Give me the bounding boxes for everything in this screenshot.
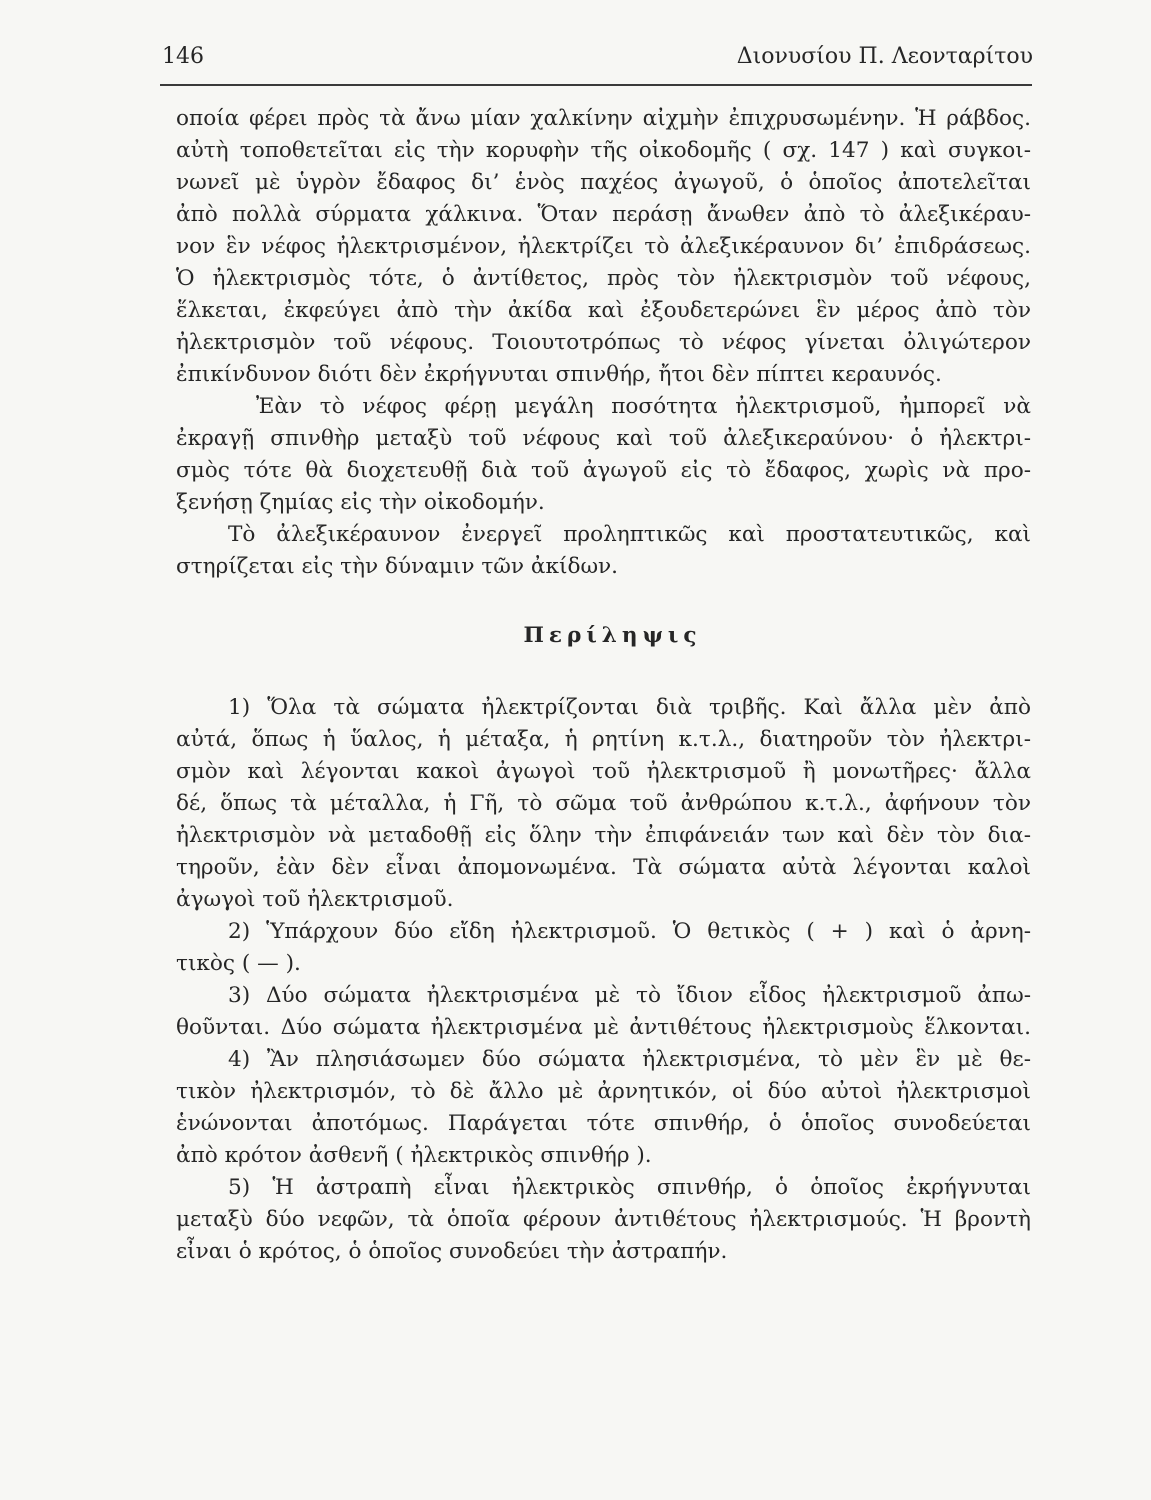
text-line: ἕλκεται, ἐκφεύγει ἀπὸ τὴν ἀκίδα καὶ ἐξουδετερώνει ἓν μέρος ἀπὸ τὸν (176, 298, 1031, 323)
text-line: νωνεῖ μὲ ὑγρὸν ἔδαφος δι’ ἑνὸς παχέος ἀγωγοῦ, ὁ ὁποῖος ἀποτελεῖται (176, 170, 1031, 195)
text-line: Ἐὰν τὸ νέφος φέρῃ μεγάλη ποσότητα ἠλεκτρισμοῦ, ἠμπορεῖ νὰ (256, 394, 1031, 419)
text-line: εἶναι ὁ κρότος, ὁ ὁποῖος συνοδεύει τὴν ἀστραπήν. (176, 1239, 728, 1264)
text-line: σμὸς τότε θὰ διοχετευθῇ διὰ τοῦ ἀγωγοῦ εἰς τὸ ἔδαφος, χωρὶς νὰ προ- (176, 458, 1031, 483)
section-heading: Περίληψις (523, 623, 702, 648)
text-line: οποία φέρει πρὸς τὰ ἄνω μίαν χαλκίνην αἰχμὴν ἐπιχρυσωμένην. Ἡ ράβδος. (176, 106, 1031, 131)
page-number: 146 (162, 44, 204, 69)
body-text (176, 103, 1031, 1268)
paragraph-block-summary (176, 692, 1031, 1268)
text-line: τηροῦν, ἐὰν δὲν εἶναι ἀπομονωμένα. Τὰ σώματα αὐτὰ λέγονται καλοὶ (176, 855, 1031, 880)
text-line: 4) Ἂν πλησιάσωμεν δύο σώματα ἠλεκτρισμένα, τὸ μὲν ἓν μὲ θε- (228, 1047, 1031, 1072)
text-line: 3) Δύο σώματα ἠλεκτρισμένα μὲ τὸ ἴδιον εἶδος ἠλεκτρισμοῦ ἀπω- (228, 983, 1031, 1008)
text-line: μεταξὺ δύο νεφῶν, τὰ ὁποῖα φέρουν ἀντιθέτους ἠλεκτρισμούς. Ἡ βροντὴ (176, 1207, 1031, 1232)
text-line: νον ἓν νέφος ἠλεκτρισμένον, ἠλεκτρίζει τὸ ἀλεξικέραυνον δι’ ἐπιδράσεως. (176, 234, 1031, 259)
text-line: αὐτά, ὅπως ἡ ὕαλος, ἡ μέταξα, ἡ ρητίνη κ.τ.λ., διατηροῦν τὸν ἠλεκτρι- (176, 727, 1031, 752)
text-line: 2) Ὑπάρχουν δύο εἴδη ἠλεκτρισμοῦ. Ὁ θετικὸς ( + ) καὶ ὁ ἀρνη- (228, 919, 1031, 944)
text-line: ἠλεκτρισμὸν νὰ μεταδοθῇ εἰς ὅλην τὴν ἐπιφάνειάν των καὶ δὲν τὸν δια- (176, 823, 1031, 848)
text-line: τικὸς ( — ). (176, 951, 301, 976)
text-line: θοῦνται. Δύο σώματα ἠλεκτρισμένα μὲ ἀντιθέτους ἠλεκτρισμοὺς ἕλκονται. (176, 1015, 1031, 1040)
text-line: ἀγωγοὶ τοῦ ἠλεκτρισμοῦ. (176, 887, 454, 912)
header-rule (160, 84, 1032, 86)
text-line: Τὸ ἀλεξικέραυνον ἐνεργεῖ προληπτικῶς καὶ προστατευτικῶς, καὶ (228, 522, 1031, 547)
text-line: ἑνώνονται ἀποτόμως. Παράγεται τότε σπινθήρ, ὁ ὁποῖος συνοδεύεται (176, 1111, 1031, 1136)
text-line: τικὸν ἠλεκτρισμόν, τὸ δὲ ἄλλο μὲ ἀρνητικόν, οἱ δύο αὐτοὶ ἠλεκτρισμοὶ (176, 1079, 1031, 1104)
text-line: δέ, ὅπως τὰ μέταλλα, ἡ Γῆ, τὸ σῶμα τοῦ ἀνθρώπου κ.τ.λ., ἀφήνουν τὸν (176, 791, 1031, 816)
text-line: 1) Ὅλα τὰ σώματα ἠλεκτρίζονται διὰ τριβῆς. Καὶ ἄλλα μὲν ἀπὸ (228, 695, 1031, 720)
text-line: 5) Ἡ ἀστραπὴ εἶναι ἠλεκτρικὸς σπινθήρ, ὁ ὁποῖος ἐκρήγνυται (228, 1175, 1031, 1200)
text-line: Ὁ ἠλεκτρισμὸς τότε, ὁ ἀντίθετος, πρὸς τὸν ἠλεκτρισμὸν τοῦ νέφους, (176, 266, 1031, 291)
text-line: ἐπικίνδυνον διότι δὲν ἐκρήγνυται σπινθήρ, ἤτοι δὲν πίπτει κεραυνός. (176, 362, 942, 387)
text-line: στηρίζεται εἰς τὴν δύναμιν τῶν ἀκίδων. (176, 554, 619, 579)
text-line: ξενήσῃ ζημίας εἰς τὴν οἰκοδομήν. (176, 490, 545, 515)
text-line: ἐκραγῇ σπινθὴρ μεταξὺ τοῦ νέφους καὶ τοῦ ἀλεξικεραύνου· ὁ ἠλεκτρι- (176, 426, 1031, 451)
text-line: ἀπὸ κρότον ἀσθενῆ ( ἠλεκτρικὸς σπινθήρ ). (176, 1143, 652, 1168)
text-line: ἠλεκτρισμὸν τοῦ νέφους. Τοιουτοτρόπως τὸ νέφος γίνεται ὀλιγώτερον (176, 330, 1031, 355)
text-line: αὐτὴ τοποθετεῖται εἰς τὴν κορυφὴν τῆς οἰκοδομῆς ( σχ. 147 ) καὶ συγκοι- (176, 138, 1031, 163)
text-line: ἀπὸ πολλὰ σύρματα χάλκινα. Ὅταν περάσῃ ἄνωθεν ἀπὸ τὸ ἀλεξικέραυ- (176, 202, 1031, 227)
running-header-author: Διονυσίου Π. Λεονταρίτου (736, 44, 1033, 69)
paragraph-block-lightning-rod (176, 103, 1031, 583)
text-line: σμὸν καὶ λέγονται κακοὶ ἀγωγοὶ τοῦ ἠλεκτρισμοῦ ἢ μονωτῆρες· ἄλλα (176, 759, 1031, 784)
